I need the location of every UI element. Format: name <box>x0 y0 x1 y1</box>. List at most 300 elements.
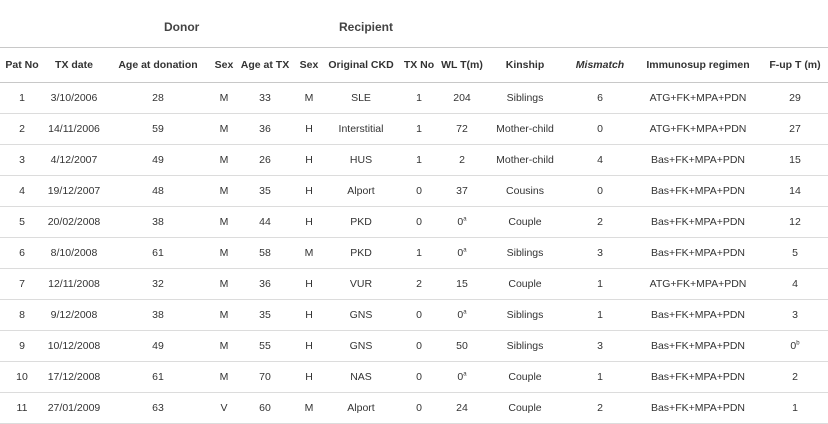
column-header-age-at-donation: Age at donation <box>104 48 212 83</box>
cell-immunosup-regimen <box>634 83 762 114</box>
cell-recipient-sex <box>294 362 324 393</box>
cell-value: 4/12/2007 <box>50 154 98 166</box>
cell-value: 1 <box>597 371 603 383</box>
cell-value: Siblings <box>506 340 544 352</box>
cell-immunosup-regimen <box>634 145 762 176</box>
cell-value: 24 <box>456 402 468 414</box>
cell-age-at-tx <box>236 83 294 114</box>
transplant-table <box>0 47 828 424</box>
cell-value: 72 <box>456 123 468 135</box>
cell-value: 2 <box>597 216 603 228</box>
cell-value: Bas+FK+MPA+PDN <box>650 402 746 414</box>
cell-pat-no <box>0 207 44 238</box>
cell-donor-sex <box>212 114 236 145</box>
cell-mismatch <box>566 331 634 362</box>
footnote-marker: a <box>463 216 467 223</box>
cell-value: ATG+FK+MPA+PDN <box>649 123 747 135</box>
cell-age-at-tx <box>236 300 294 331</box>
cell-value: 0 <box>457 309 464 321</box>
cell-original-ckd <box>324 331 398 362</box>
cell-value: M <box>219 371 229 383</box>
cell-wl-time <box>440 238 484 269</box>
cell-tx-date <box>44 269 104 300</box>
cell-value: M <box>304 92 314 104</box>
cell-value: 1 <box>416 123 422 135</box>
cell-followup-time <box>762 238 828 269</box>
cell-kinship <box>484 114 566 145</box>
cell-original-ckd <box>324 114 398 145</box>
cell-value: 2 <box>597 402 603 414</box>
column-header-tx-no: TX No <box>398 48 440 83</box>
cell-value: 15 <box>456 278 468 290</box>
table-row <box>0 269 828 300</box>
cell-kinship <box>484 269 566 300</box>
cell-value: 27/01/2009 <box>47 402 101 414</box>
column-header-followup-time: F-up T (m) <box>762 48 828 83</box>
cell-value: 3 <box>597 340 603 352</box>
cell-value: 5 <box>792 247 798 259</box>
cell-value: Bas+FK+MPA+PDN <box>650 340 746 352</box>
cell-value: 17/12/2008 <box>47 371 101 383</box>
cell-value: Siblings <box>506 309 544 321</box>
cell-value: 12/11/2008 <box>48 278 100 290</box>
cell-value: Mother-child <box>496 154 554 166</box>
cell-value: 6 <box>597 92 603 104</box>
cell-value: 1 <box>792 402 798 414</box>
cell-pat-no <box>0 176 44 207</box>
cell-followup-time <box>762 114 828 145</box>
cell-age-at-donation <box>104 145 212 176</box>
cell-value: 70 <box>259 371 271 383</box>
cell-age-at-donation <box>104 207 212 238</box>
cell-wl-time <box>440 176 484 207</box>
cell-value: 11 <box>16 402 28 414</box>
table-row <box>0 114 828 145</box>
cell-value: Bas+FK+MPA+PDN <box>650 185 746 197</box>
cell-kinship <box>484 331 566 362</box>
cell-value: Couple <box>508 216 542 228</box>
cell-value: 0 <box>416 216 422 228</box>
cell-value: 0 <box>416 340 422 352</box>
cell-value: 0 <box>416 371 422 383</box>
cell-value: M <box>219 185 229 197</box>
cell-value: M <box>219 123 229 135</box>
cell-kinship <box>484 238 566 269</box>
cell-value: V <box>220 402 228 414</box>
cell-pat-no <box>0 238 44 269</box>
cell-mismatch <box>566 300 634 331</box>
cell-immunosup-regimen <box>634 331 762 362</box>
cell-tx-date <box>44 145 104 176</box>
cell-immunosup-regimen <box>634 269 762 300</box>
cell-tx-date <box>44 83 104 114</box>
table-header-row <box>0 48 828 83</box>
column-header-pat-no: Pat No <box>0 48 44 83</box>
cell-donor-sex <box>212 176 236 207</box>
cell-value: Siblings <box>506 92 544 104</box>
cell-kinship <box>484 300 566 331</box>
cell-wl-time <box>440 362 484 393</box>
cell-recipient-sex <box>294 300 324 331</box>
cell-value: 2 <box>792 371 798 383</box>
cell-recipient-sex <box>294 269 324 300</box>
cell-value: 3 <box>597 247 603 259</box>
cell-value: 3/10/2006 <box>50 92 98 104</box>
cell-tx-date <box>44 300 104 331</box>
cell-value: PKD <box>350 216 372 228</box>
cell-tx-date <box>44 362 104 393</box>
cell-value: H <box>305 278 313 290</box>
table-row <box>0 176 828 207</box>
cell-value: 19/12/2007 <box>47 185 101 197</box>
cell-value: 0 <box>597 185 603 197</box>
cell-value: 49 <box>152 154 164 166</box>
cell-donor-sex <box>212 238 236 269</box>
cell-value: H <box>305 216 313 228</box>
cell-immunosup-regimen <box>634 300 762 331</box>
cell-tx-date <box>44 114 104 145</box>
cell-value: H <box>305 309 313 321</box>
cell-immunosup-regimen <box>634 362 762 393</box>
column-header-mismatch: Mismatch <box>566 48 634 83</box>
cell-value: Alport <box>347 185 375 197</box>
cell-value: 58 <box>259 247 271 259</box>
cell-value: 49 <box>152 340 164 352</box>
cell-recipient-sex <box>294 176 324 207</box>
column-header-tx-date: TX date <box>44 48 104 83</box>
cell-age-at-donation <box>104 83 212 114</box>
cell-value: 10 <box>16 371 28 383</box>
cell-tx-no <box>398 300 440 331</box>
cell-value: M <box>219 278 229 290</box>
cell-value: 61 <box>152 371 164 383</box>
cell-value: H <box>305 340 313 352</box>
cell-pat-no <box>0 269 44 300</box>
cell-age-at-tx <box>236 362 294 393</box>
cell-mismatch <box>566 176 634 207</box>
cell-value: GNS <box>349 309 373 321</box>
cell-recipient-sex <box>294 331 324 362</box>
cell-kinship <box>484 145 566 176</box>
cell-value: Couple <box>508 278 542 290</box>
cell-value: 1 <box>597 278 603 290</box>
column-header-age-at-tx: Age at TX <box>236 48 294 83</box>
cell-value: 38 <box>152 309 164 321</box>
cell-value: M <box>219 154 229 166</box>
cell-immunosup-regimen <box>634 207 762 238</box>
cell-value: 1 <box>19 92 25 104</box>
cell-value: 6 <box>19 247 25 259</box>
table-row <box>0 207 828 238</box>
cell-value: Bas+FK+MPA+PDN <box>650 309 746 321</box>
cell-mismatch <box>566 114 634 145</box>
cell-value: NAS <box>350 371 372 383</box>
cell-value: 204 <box>453 92 471 104</box>
table-row <box>0 331 828 362</box>
cell-mismatch <box>566 238 634 269</box>
recipient-group-label: Recipient <box>339 20 394 34</box>
cell-pat-no <box>0 145 44 176</box>
cell-value: 0 <box>416 402 422 414</box>
cell-value: PKD <box>350 247 372 259</box>
cell-tx-no <box>398 114 440 145</box>
cell-tx-no <box>398 207 440 238</box>
cell-age-at-donation <box>104 362 212 393</box>
cell-value: 44 <box>259 216 271 228</box>
cell-recipient-sex <box>294 114 324 145</box>
cell-value: 10/12/2008 <box>47 340 101 352</box>
cell-value: H <box>305 185 313 197</box>
cell-value: 1 <box>416 247 422 259</box>
cell-value: VUR <box>349 278 373 290</box>
footnote-marker: a <box>463 309 467 316</box>
table-row <box>0 145 828 176</box>
cell-tx-date <box>44 207 104 238</box>
cell-value: Couple <box>508 371 542 383</box>
cell-value: 4 <box>597 154 603 166</box>
cell-value: 2 <box>19 123 25 135</box>
cell-tx-no <box>398 269 440 300</box>
cell-pat-no <box>0 114 44 145</box>
cell-followup-time <box>762 176 828 207</box>
cell-value: 50 <box>456 340 468 352</box>
cell-donor-sex <box>212 269 236 300</box>
cell-value: H <box>305 123 313 135</box>
cell-pat-no <box>0 83 44 114</box>
cell-kinship <box>484 83 566 114</box>
cell-value: 5 <box>19 216 25 228</box>
cell-value: M <box>219 247 229 259</box>
cell-value: H <box>305 371 313 383</box>
cell-pat-no <box>0 300 44 331</box>
cell-value: 0 <box>457 371 464 383</box>
cell-value: Cousins <box>506 185 544 197</box>
cell-value: 0 <box>416 185 422 197</box>
cell-tx-date <box>44 331 104 362</box>
cell-value: 2 <box>459 154 465 166</box>
cell-donor-sex <box>212 362 236 393</box>
cell-value: 0 <box>457 247 464 259</box>
cell-value: M <box>219 216 229 228</box>
cell-followup-time <box>762 207 828 238</box>
cell-age-at-donation <box>104 269 212 300</box>
column-header-wl-time: WL T(m) <box>440 48 484 83</box>
cell-age-at-tx <box>236 114 294 145</box>
cell-value: 1 <box>416 154 422 166</box>
cell-value: 14/11/2006 <box>48 123 100 135</box>
cell-tx-date <box>44 176 104 207</box>
cell-mismatch <box>566 269 634 300</box>
cell-original-ckd <box>324 83 398 114</box>
cell-value: 37 <box>456 185 468 197</box>
cell-original-ckd <box>324 176 398 207</box>
cell-kinship <box>484 207 566 238</box>
cell-value: M <box>219 309 229 321</box>
cell-followup-time <box>762 83 828 114</box>
cell-value: 1 <box>416 92 422 104</box>
cell-value: 0 <box>416 309 422 321</box>
cell-original-ckd <box>324 269 398 300</box>
cell-donor-sex <box>212 145 236 176</box>
cell-original-ckd <box>324 362 398 393</box>
column-header-kinship: Kinship <box>484 48 566 83</box>
cell-pat-no <box>0 331 44 362</box>
cell-value: 9 <box>19 340 25 352</box>
cell-value: 61 <box>152 247 164 259</box>
cell-tx-no <box>398 83 440 114</box>
cell-followup-time <box>762 331 828 362</box>
cell-value: HUS <box>349 154 373 166</box>
column-header-recipient-sex: Sex <box>294 48 324 83</box>
cell-value: M <box>304 247 314 259</box>
cell-kinship <box>484 176 566 207</box>
cell-age-at-donation <box>104 300 212 331</box>
cell-value: H <box>305 154 313 166</box>
cell-value: 29 <box>789 92 801 104</box>
cell-wl-time <box>440 300 484 331</box>
cell-age-at-donation <box>104 114 212 145</box>
cell-pat-no <box>0 362 44 393</box>
cell-wl-time <box>440 145 484 176</box>
cell-tx-no <box>398 331 440 362</box>
cell-value: 26 <box>259 154 271 166</box>
cell-value: 4 <box>19 185 25 197</box>
cell-original-ckd <box>324 300 398 331</box>
cell-value: GNS <box>349 340 373 352</box>
cell-wl-time <box>440 269 484 300</box>
cell-age-at-tx <box>236 176 294 207</box>
cell-value: 27 <box>789 123 801 135</box>
table-row <box>0 238 828 269</box>
cell-value: 28 <box>152 92 164 104</box>
cell-followup-time <box>762 145 828 176</box>
cell-value: ATG+FK+MPA+PDN <box>649 92 747 104</box>
footnote-marker: b <box>796 340 800 347</box>
cell-value: 33 <box>259 92 271 104</box>
cell-mismatch <box>566 207 634 238</box>
cell-recipient-sex <box>294 145 324 176</box>
cell-value: 15 <box>789 154 801 166</box>
cell-value: Mother-child <box>496 123 554 135</box>
cell-value: 0 <box>457 216 464 228</box>
cell-recipient-sex <box>294 207 324 238</box>
cell-tx-no <box>398 145 440 176</box>
cell-followup-time <box>762 362 828 393</box>
cell-age-at-donation <box>104 238 212 269</box>
cell-tx-no <box>398 238 440 269</box>
cell-value: M <box>304 402 314 414</box>
cell-tx-no <box>398 176 440 207</box>
table-row <box>0 362 828 393</box>
cell-recipient-sex <box>294 83 324 114</box>
cell-value: 1 <box>597 309 603 321</box>
cell-value: 36 <box>259 278 271 290</box>
column-header-donor-sex: Sex <box>212 48 236 83</box>
cell-original-ckd <box>324 238 398 269</box>
cell-value: 0 <box>597 123 603 135</box>
cell-value: Alport <box>347 402 375 414</box>
cell-value: 14 <box>789 185 801 197</box>
cell-value: Siblings <box>506 247 544 259</box>
cell-value: 35 <box>259 185 271 197</box>
cell-wl-time <box>440 331 484 362</box>
cell-value: 8 <box>19 309 25 321</box>
cell-followup-time <box>762 300 828 331</box>
cell-donor-sex <box>212 300 236 331</box>
table-row <box>0 83 828 114</box>
table-row <box>0 300 828 331</box>
cell-value: Interstitial <box>338 123 384 135</box>
cell-original-ckd <box>324 145 398 176</box>
cell-value: Couple <box>508 402 542 414</box>
cell-age-at-tx <box>236 238 294 269</box>
cell-age-at-donation <box>104 331 212 362</box>
column-header-immunosup-regimen: Immunosup regimen <box>634 48 762 83</box>
cell-mismatch <box>566 83 634 114</box>
cell-value: Bas+FK+MPA+PDN <box>650 247 746 259</box>
footnote-marker: a <box>463 247 467 254</box>
cell-value: 2 <box>416 278 422 290</box>
cell-recipient-sex <box>294 238 324 269</box>
cell-value: SLE <box>351 92 371 104</box>
cell-value: 38 <box>152 216 164 228</box>
cell-value: 59 <box>152 123 164 135</box>
cell-value: 12 <box>789 216 801 228</box>
cell-age-at-tx <box>236 269 294 300</box>
cell-donor-sex <box>212 83 236 114</box>
cell-value: 3 <box>19 154 25 166</box>
cell-value: M <box>219 92 229 104</box>
cell-value: 48 <box>152 185 164 197</box>
cell-donor-sex <box>212 207 236 238</box>
footnote-marker: a <box>463 371 467 378</box>
cell-value: 55 <box>259 340 271 352</box>
cell-value: 8/10/2008 <box>50 247 98 259</box>
column-group-row <box>0 20 828 36</box>
cell-wl-time <box>440 83 484 114</box>
cell-value: ATG+FK+MPA+PDN <box>649 278 747 290</box>
cell-age-at-donation <box>104 176 212 207</box>
cell-value: 35 <box>259 309 271 321</box>
cell-immunosup-regimen <box>634 114 762 145</box>
cell-tx-no <box>398 362 440 393</box>
cell-value: 9/12/2008 <box>50 309 98 321</box>
cell-value: 32 <box>152 278 164 290</box>
cell-value: 0 <box>790 340 797 352</box>
cell-value: 63 <box>152 402 164 414</box>
cell-age-at-tx <box>236 145 294 176</box>
donor-group-label: Donor <box>164 20 200 34</box>
cell-immunosup-regimen <box>634 238 762 269</box>
cell-wl-time <box>440 207 484 238</box>
cell-value: 4 <box>792 278 798 290</box>
cell-value: 36 <box>259 123 271 135</box>
cell-value: 3 <box>792 309 798 321</box>
cell-donor-sex <box>212 331 236 362</box>
cell-value: 7 <box>19 278 25 290</box>
cell-kinship <box>484 362 566 393</box>
cell-wl-time <box>440 114 484 145</box>
cell-value: 20/02/2008 <box>47 216 101 228</box>
cell-value: Bas+FK+MPA+PDN <box>650 154 746 166</box>
cell-value: M <box>219 340 229 352</box>
cell-value: Bas+FK+MPA+PDN <box>650 216 746 228</box>
cell-age-at-tx <box>236 331 294 362</box>
cell-original-ckd <box>324 207 398 238</box>
cell-mismatch <box>566 145 634 176</box>
cell-age-at-tx <box>236 207 294 238</box>
cell-immunosup-regimen <box>634 176 762 207</box>
